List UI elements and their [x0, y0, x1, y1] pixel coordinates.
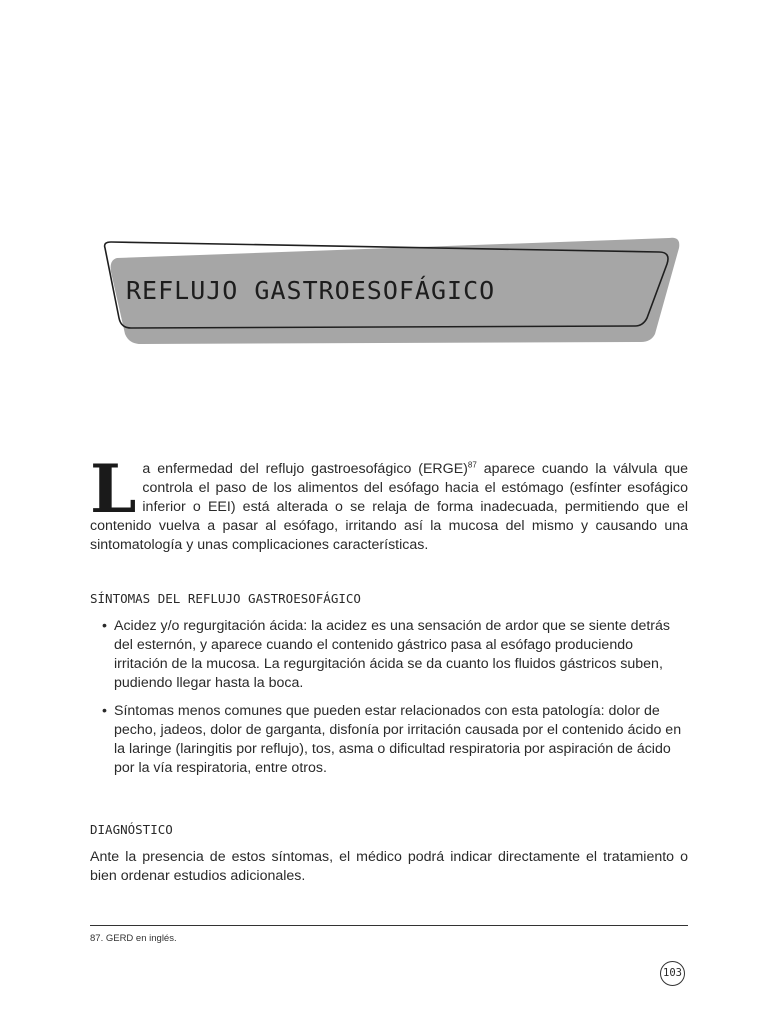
diagnosis-paragraph: Ante la presencia de estos síntomas, el médico podrá indicar directamente el tratamiento o bien ordenar estudios adicionales.	[90, 849, 688, 884]
dropcap-letter: L	[90, 450, 137, 528]
chapter-title: REFLUJO GASTROESOFÁGICO	[126, 276, 496, 305]
symptoms-list	[90, 617, 688, 787]
footnote: 87. GERD en inglés.	[90, 933, 177, 944]
symptoms-heading: SÍNTOMAS DEL REFLUJO GASTROESOFÁGICO	[90, 591, 361, 606]
page-number: 103	[660, 961, 685, 986]
intro-text-start: a enfermedad del reflujo gastroesofágico (ERGE)	[142, 461, 468, 477]
bullet-icon: •	[102, 703, 107, 719]
intro-text-end: aparece cuando la válvula que controla el paso de los alimentos del esófago hacia el estómago (esfínter esofágico inferior o EEI) está alterada o se relaja de forma inadecuada, permitiendo que el contenido vuelva a pasar al esófago, irritando así la mucosa del mismo y causando una sintomatología y unas complicaciones características.	[90, 461, 688, 553]
list-item-text: Acidez y/o regurgitación ácida: la acidez es una sensación de ardor que se siente detrás del esternón, y aparece cuando el contenido gástrico pasa al esófago produciendo irritación de la mucosa. La regurgitación ácida se da cuanto los fluidos gástricos suben, pudiendo llegar hasta la boca.	[114, 618, 671, 691]
list-item-text: Síntomas menos comunes que pueden estar relacionados con esta patología: dolor de pecho, jadeos, dolor de garganta, disfonía por irritación causada por el contenido ácido en la laringe (laringitis por reflujo), tos, asma o dificultad respiratoria por aspiración de ácido por la vía respiratoria, entre otros.	[114, 703, 682, 776]
footnote-divider	[90, 925, 688, 926]
bullet-icon: •	[102, 618, 107, 634]
intro-paragraph	[90, 450, 688, 555]
footnote-reference: 87	[467, 460, 477, 470]
list-item	[90, 617, 688, 693]
diagnosis-heading: DIAGNÓSTICO	[90, 822, 173, 837]
list-item	[90, 702, 688, 778]
